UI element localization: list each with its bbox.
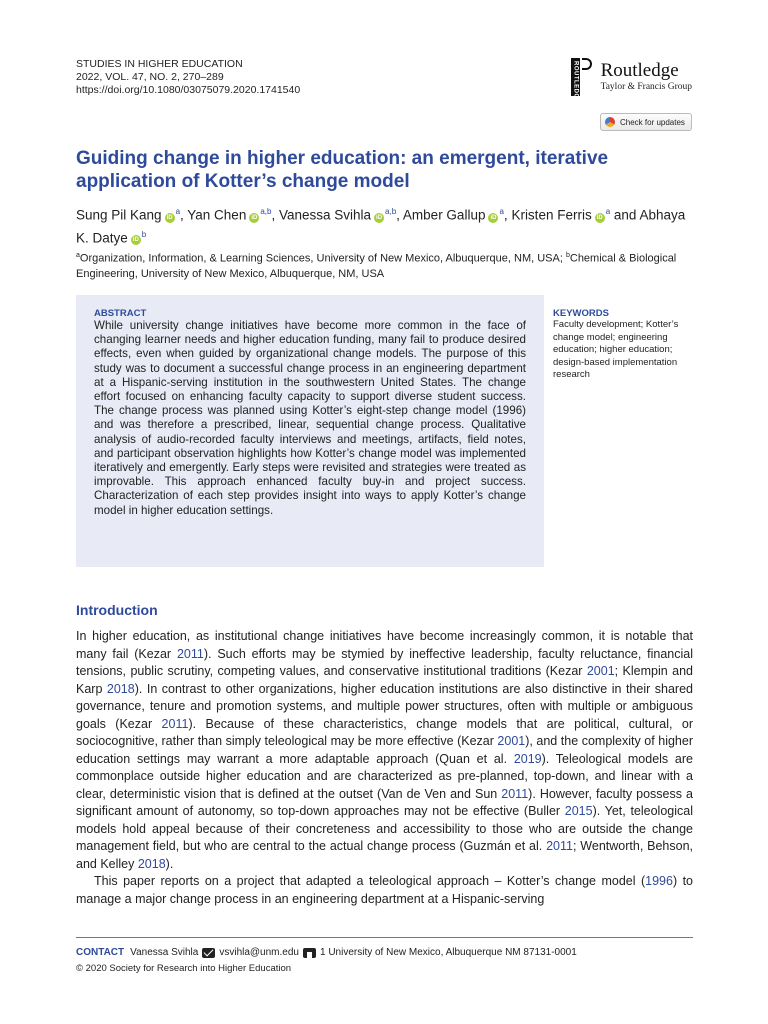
contact-label: CONTACT	[76, 947, 125, 958]
citation-link[interactable]: 2011	[546, 839, 573, 853]
text-run: ), and the complexity of higher education settings may warrant a more adaptable approach (Quan et al.	[76, 734, 693, 766]
author-name: Amber Gallup	[402, 207, 486, 223]
orcid-icon[interactable]: iD	[596, 214, 603, 221]
text-run: ). Yet, teleological models hold appeal because of their concreteness and accessibility to those who are outside the change management field, but who are central to the actual change process (Guzmán et al.	[76, 804, 693, 853]
article-title: Guiding change in higher education: an emergent, iterative application of Kotter’s change model	[76, 148, 609, 192]
contact-line	[76, 946, 577, 959]
text-run: ; Wentworth, Behson, and Kelley	[76, 839, 694, 871]
contact-address: 1 University of New Mexico, Albuquerque NM 87131-0001	[319, 947, 577, 958]
doi-link[interactable]: https://doi.org/10.1080/03075079.2020.1741540	[76, 84, 301, 96]
affiliation-marker: a	[605, 207, 611, 216]
affiliation-marker: a,b	[260, 207, 272, 216]
author-name: Yan Chen	[187, 207, 247, 223]
text-run: ) to manage a major change process in an engineering department at a Hispanic-serving	[76, 874, 693, 906]
journal-volume: 2022, VOL. 47, NO. 2, 270–289	[76, 71, 224, 83]
paragraph-1	[76, 628, 693, 873]
keywords-heading: KEYWORDS	[553, 308, 609, 319]
address-icon	[303, 948, 316, 958]
text-run: In higher education, as institutional change initiatives have become increasingly common, it is notable that many fail (Kezar	[76, 629, 693, 661]
affiliation-marker: a	[499, 207, 504, 216]
text-run: ). However, faculty possess a significant amount of autonomy, so top-down approaches may not be effective (Buller	[76, 786, 693, 818]
text-run: ). Because of these characteristics, change models that are political, cultural, or sociocognitive, rather than simply teleological may be more effective (Kezar	[76, 716, 693, 748]
envelope-icon	[202, 948, 215, 958]
crossmark-icon	[605, 117, 615, 127]
copyright-notice: © 2020 Society for Research into Higher Education	[76, 963, 292, 974]
affiliation-marker: a	[175, 207, 181, 216]
check-for-updates-label: Check for updates	[620, 117, 685, 127]
footer-divider	[76, 937, 693, 938]
citation-link[interactable]: 2001	[497, 734, 526, 748]
author-name: Kristen Ferris	[511, 207, 592, 223]
section-heading-introduction: Introduction	[76, 602, 158, 618]
citation-link[interactable]: 2011	[176, 646, 204, 661]
body-text	[76, 628, 693, 908]
affiliations: $^a$Organization, Information, & Learning Sciences, University of New Mexico, Albuquerque, NM, USA; $^b$Chemical & Biological Engineering, University of New Mexico, Albuquerque, NM, USA	[76, 252, 677, 280]
publisher-name: Routledge	[600, 60, 679, 81]
affiliation-b: Chemical & Biological Engineering, University of New Mexico, Albuquerque, NM, USA	[76, 252, 677, 280]
orcid-icon[interactable]: iD	[490, 214, 497, 221]
paragraph-2	[76, 873, 693, 908]
citation-link[interactable]: 2001	[586, 664, 615, 678]
citation-link[interactable]: 2018	[106, 681, 135, 696]
publisher-group: Taylor & Francis Group	[600, 82, 692, 92]
citation-link[interactable]: 2018	[137, 856, 166, 871]
abstract-text: While university change initiatives have become more common in the face of changing learner needs and higher education funding, many fail to produce desired effects, even when guided by organizational change models. The purpose of this study was to document a successful change process in an engineering department at a Hispanic-serving institution in the southwestern United States. The change effort focused on enhancing faculty capacity to support diverse student success. The change process was planned using Kotter’s eight-step change model (1996) and was therefore a prescribed, linear, sequential change process. Qualitative analysis of audio-recorded faculty interviews and meetings, artifacts, field notes, and participant observation highlights how Kotter’s change model was implemented iteratively and emergently. Early steps were revisited and strategies were treated as improvable. This approach enhanced faculty buy-in and project success. Characterization of each step provides insight into ways to apply Kotter’s change model in higher education settings.	[94, 319, 526, 517]
orcid-icon[interactable]: iD	[132, 237, 139, 243]
abstract-box	[76, 295, 544, 567]
contact-email[interactable]: vsvihla@unm.edu	[219, 947, 299, 958]
citation-link[interactable]: 2011	[161, 716, 189, 731]
citation-link[interactable]: 1996	[645, 874, 673, 888]
check-for-updates-button[interactable]	[600, 113, 692, 131]
author-name: Vanessa Svihla	[278, 207, 372, 223]
routledge-logo-icon: ROUTLEDGE	[569, 58, 595, 96]
orcid-icon[interactable]: iD	[251, 214, 258, 221]
publisher-logo	[569, 58, 692, 104]
orcid-icon[interactable]: iD	[376, 214, 383, 221]
author-name: Abhaya K. Datye	[76, 207, 686, 245]
author-name: Sung Pil Kang	[76, 207, 162, 223]
text-run: ). Teleological models are commonplace outside higher education and are characterized as pre-planned, top-down, and linear with a clear, deterministic vision that is defined at the outset (Van de Ven and Sun	[76, 751, 694, 801]
text-run: This paper reports on a project that adapted a teleological approach – Kotter’s change model (	[94, 874, 646, 888]
affiliation-a: Organization, Information, & Learning Sciences, University of New Mexico, Albuquerque, NM, USA;	[79, 252, 566, 265]
text-run: ).	[165, 856, 174, 871]
citation-link[interactable]: 2019	[513, 751, 542, 766]
text-run: ; Klempin and Karp	[76, 664, 693, 696]
keywords-text: Faculty development; Kotter’s change model; engineering education; higher education; design-based implementation research	[553, 319, 679, 380]
contact-name: Vanessa Svihla	[130, 947, 199, 958]
keywords-section	[553, 308, 683, 382]
affiliation-marker: a,b	[385, 207, 397, 216]
journal-info	[76, 58, 300, 97]
citation-link[interactable]: 2015	[564, 804, 593, 818]
text-run: ). In contrast to other organizations, higher education institutions are also distinctive in their shared governance, tenure and promotion systems, and multiple power structures, often with multiple or ambiguous goals (Kezar	[76, 681, 693, 731]
text-run: ). Such efforts may be stymied by ineffective leadership, faculty reluctance, financial tensions, public scrutiny, competing values, and conservative institutional traditions (Kezar	[76, 646, 694, 678]
orcid-icon[interactable]: iD	[166, 214, 173, 221]
affiliation-marker: b	[141, 229, 147, 239]
citation-link[interactable]: 2011	[501, 786, 529, 801]
author-list: Sung Pil Kang $iD^a$, Yan Chen iD$^{a,b}$, Vanessa Svihla iD$^{a,b}$, Amber Gallup $iD^a$, Kristen Ferris $iD^a$ and Abhaya K. Datye $iD^b$	[76, 207, 686, 245]
abstract-heading: ABSTRACT	[94, 308, 147, 319]
journal-name: STUDIES IN HIGHER EDUCATION	[76, 58, 243, 70]
